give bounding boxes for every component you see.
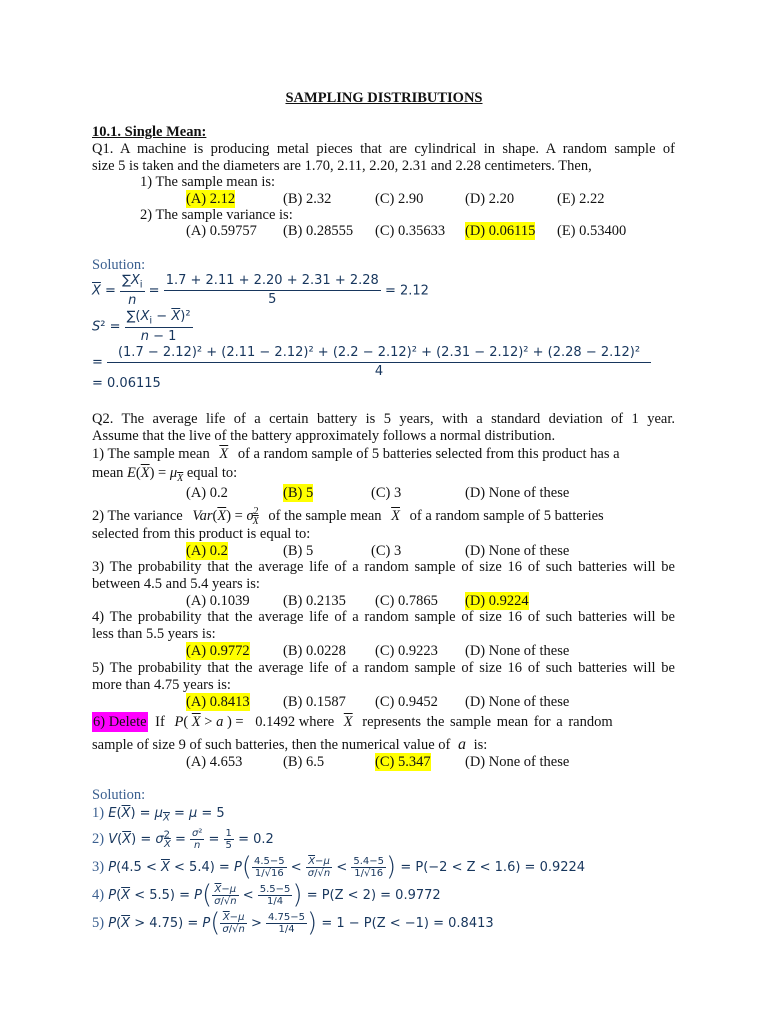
q2-line1: Q2. The average life of a certain battery is 5 years, with a standard deviation of 1 year. <box>92 411 675 427</box>
q2-part6-text-b: 0.1492 where <box>255 714 335 730</box>
q2-p3-option-b: (B) 0.2135 <box>283 593 346 609</box>
q1-sub2-option-e: (E) 0.53400 <box>557 223 627 239</box>
delete-marker: 6) Delete <box>93 714 147 730</box>
q2-part6-text-d: sample of size 9 of such batteries, then the numerical value of <box>92 737 451 753</box>
q2-p2-option-c: (C) 3 <box>371 543 402 559</box>
q2-p6-option-c: (C) 5.347 <box>375 754 431 770</box>
q2-p3-option-d: (D) 0.9224 <box>465 593 529 609</box>
q2-part2-line2: selected from this product is equal to: <box>92 526 311 542</box>
q2-part2-text-a: 2) The variance <box>92 507 183 524</box>
q1-sub1: 1) The sample mean is: <box>140 174 276 190</box>
variance-formula: S² = $\frac{\sum(X_i - \overline{X})^2}{n - 1}$ <box>92 309 191 344</box>
solution2-label: Solution: <box>92 787 146 803</box>
q2-p1-option-d: (D) None of these <box>465 485 570 501</box>
q2-part3-line1: 3) The probability that the average life of a random sample of size 16 of such batteries will be <box>92 559 675 575</box>
mean-result: = 2.12 <box>384 283 429 299</box>
q2-part6-text-e: is: <box>473 737 488 753</box>
q2-p3-option-c: (C) 0.7865 <box>375 593 438 609</box>
mean-denominator: 5 <box>268 292 277 308</box>
q2-p2-option-b: (B) 5 <box>283 543 314 559</box>
q2-part1-text-b: of a random sample of 5 batteries selected from this product has a <box>237 446 620 462</box>
q2-p2-option-d: (D) None of these <box>465 543 570 559</box>
solution1-label: Solution: <box>92 257 146 273</box>
q2-p1-option-a: (A) 0.2 <box>186 485 228 501</box>
q2-part6-text-a: If <box>155 714 165 730</box>
q2-p1-option-b: (B) 5 <box>283 485 314 501</box>
q2-p6-option-d: (D) None of these <box>465 754 570 770</box>
q2-part1-text-c: mean <box>92 465 124 481</box>
q2-p4-option-b: (B) 0.0228 <box>283 643 346 659</box>
q2-p5-option-b: (B) 0.1587 <box>283 694 346 710</box>
page-title: SAMPLING DISTRIBUTIONS <box>285 90 483 106</box>
q2-p4-option-d: (D) None of these <box>465 643 570 659</box>
q2-p1-option-c: (C) 3 <box>371 485 402 501</box>
q2-part6-text-c: represents the sample mean for a random <box>362 714 613 730</box>
q2-p6-option-a: (A) 4.653 <box>186 754 243 770</box>
q1-sub1-option-d: (D) 2.20 <box>465 191 515 207</box>
variance-expanded-denominator: 4 <box>374 364 384 379</box>
q2-p2-option-a: (A) 0.2 <box>186 543 228 559</box>
q2-part5-line2: more than 4.75 years is: <box>92 677 231 693</box>
solution2-step1: 1) $E(\overline{X}) = \mu_{\overline{X}} = \mu = 5$ <box>92 805 225 824</box>
q1-sub1-option-b: (B) 2.32 <box>283 191 332 207</box>
solution2-step3: 3) $P(4.5 < \overline{X} < 5.4) = P$( $\frac{4.5-5}{1/√16}$ < $\frac{\overline{X}-\mu}{\sigma/√n}$ < $\frac{5.4-5}{1/√16}$ ) = P(−2 < Z < 1.6) = 0.9224 <box>92 852 586 882</box>
q1-line2: size 5 is taken and the diameters are 1.70, 2.11, 2.20, 2.31 and 2.28 centimeters. Then, <box>92 158 592 174</box>
q2-part3-line2: between 4.5 and 5.4 years is: <box>92 576 260 592</box>
variance-result: = 0.06115 <box>92 376 161 391</box>
q1-sub2-option-d: (D) 0.06115 <box>465 223 536 239</box>
q1-sub2: 2) The sample variance is: <box>140 207 293 223</box>
variance-expanded: = (1.7 − 2.12)² + (2.11 − 2.12)² + (2.2 − 2.12)² + (2.31 − 2.12)² + (2.28 − 2.12)² 4 <box>92 344 651 381</box>
variance-expanded-numerator: (1.7 − 2.12)² + (2.11 − 2.12)² + (2.2 − 2.12)² + (2.31 − 2.12)² + (2.28 − 2.12)² <box>107 344 651 363</box>
q2-p6-option-b: (B) 6.5 <box>283 754 325 770</box>
section-heading: 10.1. Single Mean: <box>92 124 207 140</box>
q1-sub2-option-a: (A) 0.59757 <box>186 223 257 239</box>
q1-sub1-option-c: (C) 2.90 <box>375 191 424 207</box>
q2-part5-line1: 5) The probability that the average life of a random sample of size 16 of such batteries will be <box>92 660 675 676</box>
mean-numerator: 1.7 + 2.11 + 2.20 + 2.31 + 2.28 <box>164 272 381 291</box>
q2-part4-line2: less than 5.5 years is: <box>92 626 216 642</box>
solution2-step5: 5) $P(\overline{X} > 4.75) = P$( $\frac{\overline{X}-\mu}{\sigma/√n}$ > $\frac{4.75-5}{1/4}$ ) = 1 − P(Z < −1) = 0.8413 <box>92 908 494 938</box>
q2-part1-line2: mean $E(\overline{X}) = \mu_{\overline{X}}$ equal to: <box>92 465 238 484</box>
solution2-step4: 4) $P(\overline{X} < 5.5) = P$( $\frac{\overline{X}-\mu}{\sigma/√n}$ < $\frac{5.5-5}{1/4}$ ) = P(Z < 2) = 0.9772 <box>92 880 441 910</box>
q2-p4-option-c: (C) 0.9223 <box>375 643 438 659</box>
q2-part2-line1: 2) The variance $Var(\overline{X}) = \sigma^2_{\overline{X}}$ of the sample mean $\overline{X}$ of a random sample of 5 batteries <box>92 506 604 527</box>
q1-sub1-option-a: (A) 2.12 <box>186 191 236 207</box>
solution2-step2: 2) $V(\overline{X}) = \sigma^2_{\overline{X}}$ = $\frac{\text{σ²}}{n}$ = $\frac{1}{5}$ = 0.2 <box>92 828 274 851</box>
q1-sub2-option-b: (B) 0.28555 <box>283 223 354 239</box>
q2-part1-text-d: equal to: <box>186 465 238 481</box>
q2-part1-text-a: 1) The sample mean <box>92 446 210 462</box>
q2-part2-text-b: of the sample mean <box>268 507 382 524</box>
q2-line2: Assume that the live of the battery approximately follows a normal distribution. <box>92 428 556 444</box>
q2-part2-text-c: of a random sample of 5 batteries <box>409 507 604 524</box>
q2-part1-line1: 1) The sample mean $\overline{X}$ of a random sample of 5 batteries selected from this product has a <box>92 446 620 462</box>
q2-p5-option-c: (C) 0.9452 <box>375 694 438 710</box>
q2-p5-option-a: (A) 0.8413 <box>186 694 250 710</box>
q2-p4-option-a: (A) 0.9772 <box>186 643 250 659</box>
q2-p5-option-d: (D) None of these <box>465 694 570 710</box>
mean-formula: $\overline{X}$ = $\frac{\sum X_i}{n}$ = $\frac{1.7 + 2.11 + 2.20 + 2.31 + 2.28}{5}$ = 2.12 <box>92 273 429 308</box>
q2-part4-line1: 4) The probability that the average life of a random sample of size 16 of such batteries will be <box>92 609 675 625</box>
q1-sub2-option-c: (C) 0.35633 <box>375 223 446 239</box>
q2-part6-line1: 6) Delete If P( $\overline{X} > a$ ) = 0.1492 where $\overline{X}$ represents the sample mean for a random <box>93 714 613 730</box>
q2-part6-line2: sample of size 9 of such batteries, then the numerical value of a is: <box>92 736 488 753</box>
q1-line1: Q1. A machine is producing metal pieces that are cylindrical in shape. A random sample of <box>92 141 675 157</box>
q1-sub1-option-e: (E) 2.22 <box>557 191 605 207</box>
q2-p3-option-a: (A) 0.1039 <box>186 593 250 609</box>
